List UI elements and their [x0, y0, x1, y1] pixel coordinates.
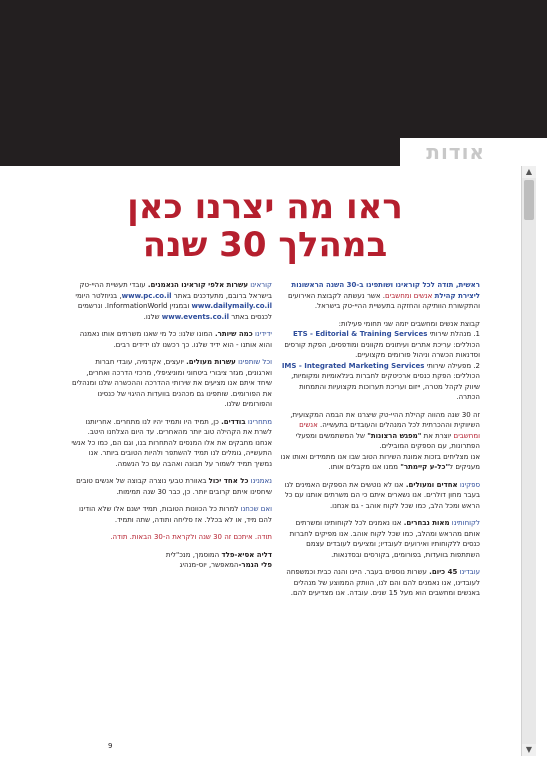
- community-text-4: אנו מצליחים בזכות אמונת השירות הטוב שבו אנו מתמידים ואותו אנו מעניקים ל: [280, 452, 480, 471]
- service-1-num: 1. מנהלת שירותי: [429, 330, 480, 338]
- loyal-label: נאמנינו: [250, 477, 272, 485]
- friends-text: המונו שלנו: כל מי שאנו משרתים אותו נאמנה והוא אותנו - הוא ידיד שלנו. כך רכשנו לנו ידידים רבים.: [79, 330, 272, 349]
- competitors-text: כן, תמיד היו ותמיד יהיו לנו מתחרים. אחריותנו לשרת את הקהילה טוב יותר מהאחרים. עד היום הצלחנו היטב. אנחנו מחבקים את אלו המנסים להתחרות בנו, וגם הם, כמו כל אנשי התעשייה, גומלים לנו תמיד להשתפר ולהיות הטובים ביותר. אנו נמשיך תמיד לשמור על תבונה ואהבה עם כל הנשמה.: [71, 417, 272, 468]
- paragraph-partners: [70, 357, 272, 410]
- friends-bold: כמה שיותר.: [214, 330, 253, 338]
- partners-bold: עשרות מעולים.: [186, 358, 236, 366]
- employees-bold: 45 כיום.: [429, 568, 458, 576]
- service-1-name: ETS - Editorial & Training Services: [293, 330, 428, 338]
- paragraph-employees: [278, 567, 480, 599]
- readers-text-4: שלנו.: [143, 312, 160, 321]
- site-link-1[interactable]: www.pc.co.il: [121, 291, 172, 300]
- article-column-right: [278, 280, 480, 606]
- community-text-3: של המשתמשים ומפעלי הפתרונות, עם הספקים המובילים.: [295, 431, 480, 450]
- services-intro: קבוצת אנשים ומחשבים יזמה שני תחומי פעילות:: [338, 319, 480, 328]
- community-portal: "מפגש הרצונות": [367, 431, 422, 440]
- paragraph-competitors: [70, 417, 272, 470]
- top-dark-band: [0, 0, 547, 138]
- community-text-5: ממנו אנו מקבלים אותו.: [328, 463, 399, 471]
- partners-text: יועצים, אקדמיה, עובדי חברות וארגונים, מגזר ציבורי ביטחוני ומוניציפלי, מרכזי הדרכה ואחרים, שיחד איתם אנו מציעים את שירותי ההדרכה וההכשרה שלנו ומנהלים את הפורומים. שותפינו גם מכהנים בוועדות ההיגוי של כנסינו והפורומים שלנו.: [71, 358, 272, 408]
- competitors-label: מתחרינו: [247, 417, 272, 426]
- service-2-name: IMS - Integrated Marketing Services: [281, 361, 425, 370]
- headline: [70, 188, 460, 264]
- headline-line-1: ראו מה יצרנו כאן: [127, 187, 403, 227]
- signature-1-role: המוסמך, מנכ"לית: [165, 550, 220, 559]
- signature-2-name: פלי הנמר-: [238, 561, 272, 569]
- page-number: 9: [108, 742, 113, 750]
- partners-label: וכל שותפינו: [238, 358, 272, 366]
- community-brand: אנשים ומחשבים: [299, 421, 480, 440]
- employees-label: עובדינו: [459, 568, 480, 576]
- employees-text: עשרות נוספים בעבר. היינו והנה כבית וכמשפחה לעובדינו, אנו נאמנים להם והם לנו, הוותק הממוצע של מנהלים באנשים ומחשבים הוא מעל 15 שנים. עובדה. אנו מצדיעים להם.: [286, 568, 480, 597]
- site-link-3[interactable]: www.events.co.il: [161, 312, 230, 321]
- document-page: [0, 138, 547, 774]
- intro-brand: אנשים ומחשבים: [385, 291, 433, 300]
- site-link-2[interactable]: www.dailymaily.co.il: [191, 302, 272, 310]
- paragraph-community: [278, 410, 480, 473]
- customers-label: לקוחותינו: [451, 519, 480, 527]
- service-2-desc: הכוללים: הפקת כנסים ארכיטקים לחברות בינלאומיות ומקומיות, שיווק לקהל מטרה, ייזום ועריכת תערוכות מקצועיות והתמחות הכתרה.: [291, 372, 480, 401]
- intro-rest: . אשר נעשתה לקבוצת האירועים והתקשורת הוותיקה והחזקה בתעשיית ההיי-טק בישראל.: [288, 291, 480, 310]
- paragraph-intro: [278, 280, 480, 312]
- forgot-label: ואם שכחנו: [240, 505, 272, 513]
- section-header-bar: [0, 138, 400, 166]
- scroll-thumb[interactable]: [524, 180, 534, 220]
- scroll-down-icon[interactable]: ▼: [522, 744, 536, 756]
- friends-label: ידידינו: [254, 330, 272, 338]
- paragraph-suppliers: [278, 480, 480, 512]
- competitors-bold: בודדים.: [221, 417, 246, 426]
- paragraph-loyal: [70, 476, 272, 497]
- service-1-desc: הכוללים: עריכת אתרים ועיתונים מקוונים ומודפסים, הפקת קורסים וסדנאות הכשרה וניהול פורומים מקצועיים.: [284, 340, 480, 359]
- service-2-num: 2. מפעילה שירותי: [426, 361, 480, 370]
- suppliers-text: אנו לא נוטשים את הספקים האמינים לנו בעבר מחון דולרים. אנו נשארים איתם כי הם משרתים אותנו עם כל הראש ומכל הלב, כמו שכל לקוח אוהב - גם אנחנו.: [284, 480, 480, 510]
- readers-bold: עשרות אלפי קוראינו הנאמנים.: [147, 281, 248, 289]
- vertical-scrollbar[interactable]: [521, 166, 536, 756]
- article-column-left: [70, 280, 272, 578]
- section-title: אודות: [426, 140, 485, 164]
- paragraph-customers: [278, 518, 480, 560]
- readers-label: קוראינו: [250, 281, 272, 289]
- forgot-text: למרות כל הכוונות הטובות, תמיד ישנם אלו שלא הודינו להם מיד, או לא בכלל. אז סליחה ותודה, שתה ותמיד.: [79, 505, 272, 524]
- loyal-text: באוורת טבעי נוצרה קבוצה של אנשים טובים שיחסינו איתם קרובים יותר. כן, כבר 30 שנה תמימות.: [76, 477, 272, 496]
- scroll-up-icon[interactable]: ▲: [522, 166, 536, 178]
- intro-lead: ראשית, תודה לכל קוראינו ושותפינו ב-30 השנה הראשונות: [291, 281, 480, 289]
- community-text-1: זה 30 שנה מהווה קהילת ההיי-טק שיצרנו את הבמה המקצועית, השיווקית וההכרתית לכל המנהלים והעובדים בתעשייה.: [290, 410, 480, 429]
- community-one-stop: "כל-ע קיימתר": [400, 463, 450, 471]
- customers-text: אנו נאמנים לכל לקוחותינו ומשרתים אותם מהראש ומהלב, כמו שכל לקוח אוהב. אנו מפיקים לחברות כנסים ללקוחותיו ואירועים לעובדיו; ומציעים לעובדים עצמם השתתפות בוועדות, בפורומים, בקורסים ובסדנאות.: [289, 519, 480, 559]
- suppliers-label: ספקינו: [459, 480, 480, 489]
- intro-community: ליצירת קהילת: [434, 291, 480, 300]
- community-text-2: יוצרת את: [423, 431, 452, 440]
- readers-text-3: ובמגזין InformationWorld. ונרשמים לכנסים באתר: [77, 302, 272, 321]
- readers-text-2: בניוזלטר היומי: [75, 291, 118, 300]
- readers-text-1: עובדי תעשיית ההיי-טק בישראל ברובם, מתעדכנים באתר: [79, 281, 272, 300]
- signature-2-role: המאפשר, יוס-מנהיג: [179, 561, 239, 569]
- thanks-line: תודה. איתכם זה 30 שנה ולקראת ה-30 הבאות. תודה.: [110, 533, 272, 541]
- signatures: [70, 550, 272, 571]
- paragraph-friends: [70, 329, 272, 350]
- paragraph-forgot: [70, 504, 272, 525]
- suppliers-bold: אחדים ומעולים.: [405, 480, 458, 489]
- signature-1-name: דליה אסיא-פלד: [221, 550, 272, 559]
- paragraph-services: [278, 319, 480, 403]
- headline-line-2: במהלך 30 שנה: [142, 225, 388, 265]
- customers-bold: מאות נבחרים.: [403, 519, 450, 527]
- paragraph-readers: קוראינו עשרות אלפי קוראינו הנאמנים. עובדי תעשיית ההיי-טק בישראל ברובם, מתעדכנים באתר www.pc.co.il, בניוזלטר היומי www.dailymaily.co.il ובמגזין InformationWorld. ונרשמים לכנסים באתר www.events.co.il שלנו.: [75, 281, 272, 321]
- loyal-bold: כל אחד יכול: [208, 477, 249, 485]
